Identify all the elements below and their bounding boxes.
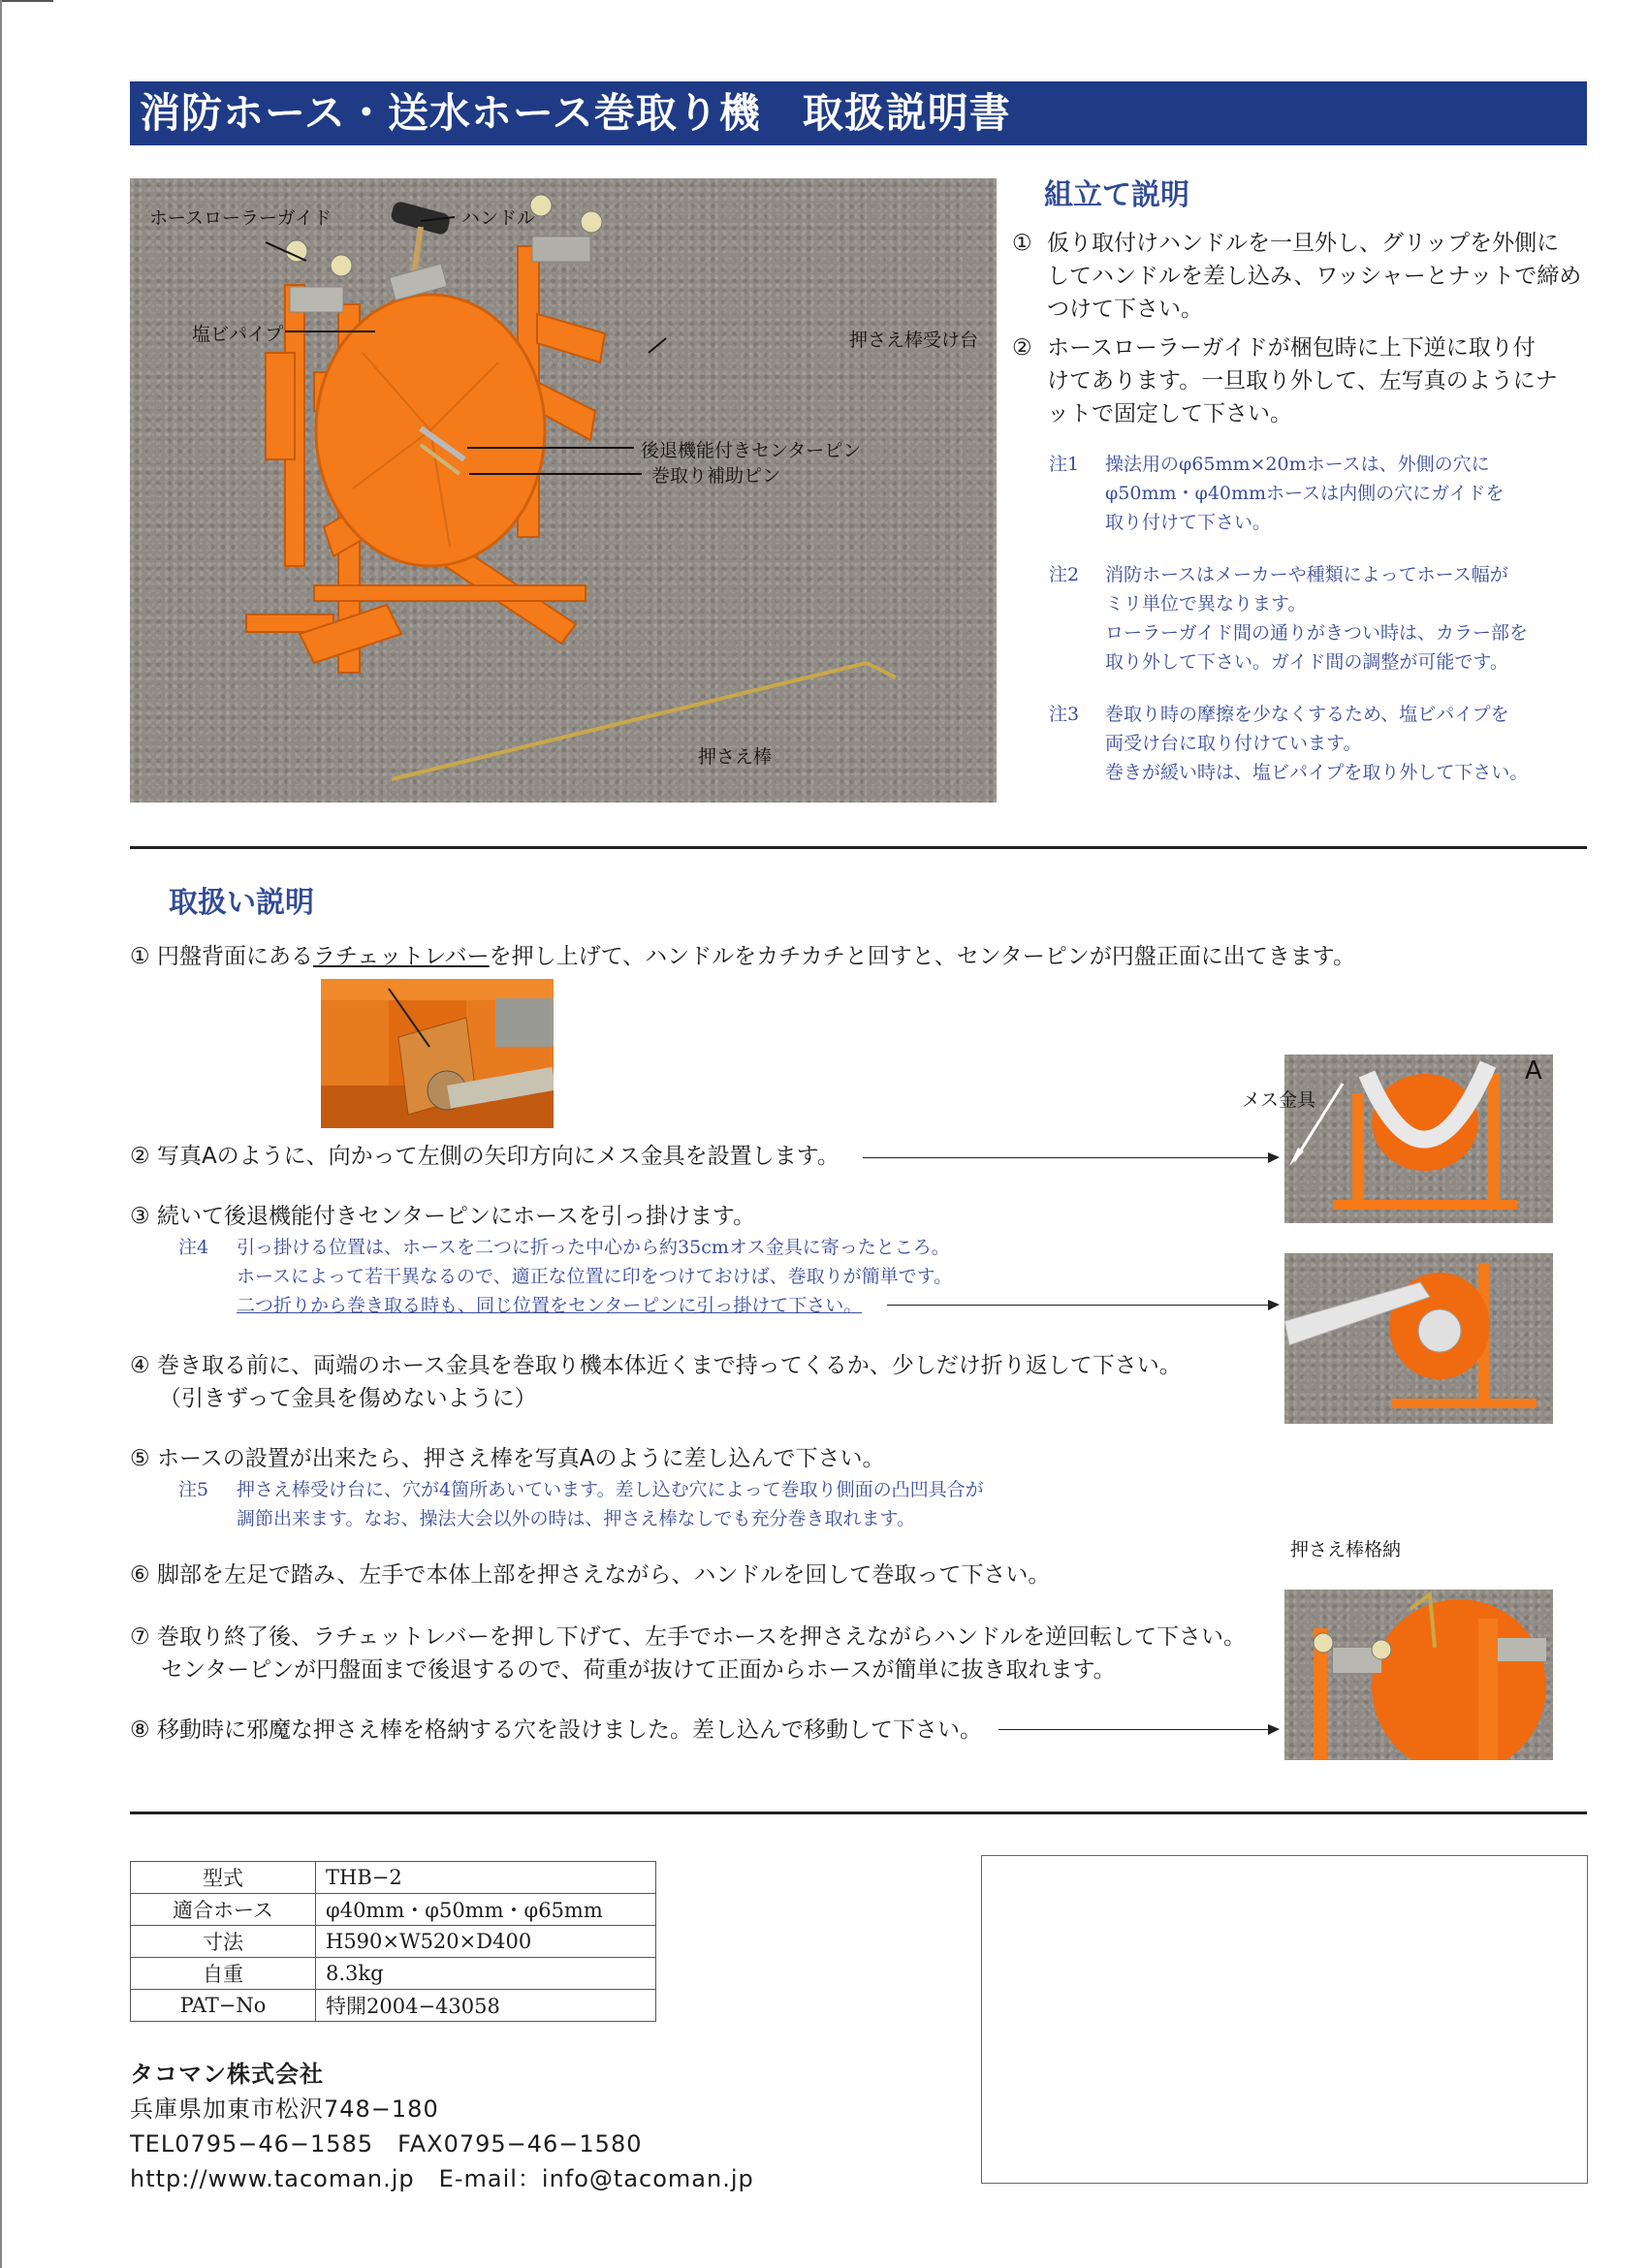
step-line: してハンドルを差し込み、ワッシャーとナットで締め	[1047, 264, 1582, 289]
note-line: ローラーガイド間の通りがきつい時は、カラー部を	[1105, 622, 1529, 644]
handling-step-4	[130, 1349, 1245, 1415]
spec-value: THB−2	[316, 1862, 656, 1894]
company-address: 兵庫県加東市松沢748−180	[130, 2095, 439, 2123]
handling-step-1	[130, 940, 1390, 973]
page-title: 消防ホース・送水ホース巻取り機 取扱説明書	[130, 81, 1587, 145]
step-line: 仮り取付けハンドルを一旦外し、グリップを外側に	[1047, 231, 1560, 256]
assembly-heading: 組立て説明	[1044, 178, 1189, 212]
step-line: センターピンが円盤面まで後退するので、荷重が抜けて正面からホースが簡単に抜き取れます。	[161, 1657, 1116, 1683]
table-row	[131, 1926, 656, 1958]
pointer-arrow	[998, 1729, 1278, 1730]
table-row	[131, 1894, 656, 1926]
photo-a-letter: A	[1525, 1056, 1542, 1086]
step-number: ⑤	[130, 1446, 150, 1471]
note-line: 両受け台に取り付けています。	[1105, 733, 1362, 754]
label-roller-guide: ホースローラーガイド	[149, 207, 333, 229]
step-number: ②	[1012, 335, 1032, 361]
note-line: ミリ単位で異なります。	[1105, 593, 1307, 614]
label-female-fitting: メス金具	[1242, 1089, 1316, 1111]
spec-value: 特開2004−43058	[316, 1990, 656, 2022]
company-web[interactable]: http://www.tacoman.jp E-mail：info@tacoman.jp	[130, 2165, 754, 2192]
table-row	[131, 1990, 656, 2022]
photo-a	[1284, 1055, 1553, 1223]
company-info	[130, 2057, 905, 2196]
spec-value: 8.3kg	[316, 1958, 656, 1990]
label-pvc-pipe: 塩ビパイプ	[192, 324, 284, 345]
note-line: 引っ掛ける位置は、ホースを二つに折った中心から約35cmオス金具に寄ったところ。	[237, 1237, 950, 1258]
note-line: 取り付けて下さい。	[1105, 512, 1272, 533]
handling-step-5	[130, 1442, 1245, 1475]
note-line: 操法用のφ65mm×20mホースは、外側の穴に	[1105, 454, 1490, 475]
pointer-arrow	[863, 1157, 1278, 1158]
pointer-arrow	[887, 1305, 1278, 1306]
spec-key: PAT−No	[131, 1990, 316, 2022]
label-handle: ハンドル	[461, 207, 536, 229]
step-text: 続いて後退機能付きセンターピンにホースを引っ掛けます。	[156, 1204, 756, 1229]
blank-box	[981, 1855, 1588, 2184]
step-line: つけて下さい。	[1047, 297, 1203, 322]
ratchet-lever-photo	[321, 979, 554, 1128]
ratchet-illustration	[321, 979, 554, 1128]
step-line: ホースローラーガイドが梱包時に上下逆に取り付	[1047, 335, 1536, 361]
step-text: 円盤背面にある	[156, 944, 313, 969]
company-phones: TEL0795−46−1585 FAX0795−46−1580	[130, 2130, 643, 2158]
note-line: 押さえ棒受け台に、穴が4箇所あいています。差し込む穴によって巻取り側面の凸凹具合が	[237, 1479, 984, 1500]
handling-step-2	[130, 1140, 905, 1173]
spec-key: 適合ホース	[131, 1894, 316, 1926]
note-tag: 注3	[1049, 704, 1080, 725]
handling-step-8	[130, 1714, 1099, 1747]
step-line: （引きずって金具を傷めないように）	[159, 1386, 537, 1411]
step-text: を押し上げて、ハンドルをカチカチと回すと、センターピンが円盤正面に出てきます。	[489, 944, 1355, 969]
note-line: 巻取り時の摩擦を少なくするため、塩ビパイプを	[1105, 704, 1509, 725]
step-text: 移動時に邪魔な押さえ棒を格納する穴を設けました。差し込んで移動して下さい。	[156, 1717, 982, 1743]
note-line: 調節出来ます。なお、操法大会以外の時は、押さえ棒なしでも充分巻き取れます。	[237, 1508, 915, 1529]
step-line: 巻き取る前に、両端のホース金具を巻取り機本体近くまで持ってくるか、少しだけ折り返して下さい。	[156, 1353, 1182, 1378]
step-line: 巻取り終了後、ラチェットレバーを押し下げて、左手でホースを押さえながらハンドルを逆回転して下さい。	[156, 1624, 1247, 1650]
label-aux-pin: 巻取り補助ピン	[651, 465, 781, 487]
note-line: 巻きが緩い時は、塩ビパイプを取り外して下さい。	[1105, 762, 1529, 783]
label-press-rod-holder: 押さえ棒受け台	[849, 330, 979, 351]
photo-a-illustration	[1284, 1055, 1553, 1223]
handling-step-6	[130, 1559, 1245, 1591]
step-line: ットで固定して下さい。	[1047, 401, 1292, 426]
step-number: ③	[130, 1204, 150, 1229]
main-product-photo	[130, 178, 997, 803]
label-center-pin: 後退機能付きセンターピン	[641, 440, 862, 461]
step-line: けてあります。一旦取り外して、左写真のようにナ	[1047, 368, 1558, 394]
handling-step-3	[130, 1200, 1002, 1233]
step-text: ホースの設置が出来たら、押さえ棒を写真Aのように差し込んで下さい。	[156, 1446, 885, 1471]
label-rod-storage: 押さえ棒格納	[1290, 1539, 1402, 1560]
note-line: 取り外して下さい。ガイド間の調整が可能です。	[1105, 651, 1508, 673]
step-text: 脚部を左足で踏み、左手で本体上部を押さえながら、ハンドルを回して巻取って下さい。	[156, 1562, 1051, 1588]
handling-heading: 取扱い説明	[169, 886, 314, 920]
page-edge-line	[0, 0, 2, 2268]
step-number: ①	[130, 944, 150, 969]
note-line: φ50mm・φ40mmホースは内側の穴にガイドを	[1105, 483, 1505, 504]
section-divider	[130, 846, 1587, 849]
machine-illustration	[130, 178, 997, 803]
spec-key: 自重	[131, 1958, 316, 1990]
section-divider	[130, 1811, 1587, 1814]
step-number: ①	[1012, 231, 1032, 256]
step-number: ⑥	[130, 1562, 150, 1588]
table-row	[131, 1862, 656, 1894]
photo-storage-illustration	[1284, 1590, 1553, 1760]
photo-hook-illustration	[1284, 1253, 1553, 1424]
label-press-rod: 押さえ棒	[698, 746, 773, 768]
spec-value: H590×W520×D400	[316, 1926, 656, 1958]
note-tag: 注1	[1049, 454, 1080, 475]
spec-key: 寸法	[131, 1926, 316, 1958]
step-number: ④	[130, 1353, 150, 1378]
note-line: ホースによって若干異なるので、適正な位置に印をつけておけば、巻取りが簡単です。	[237, 1266, 953, 1287]
spec-table	[130, 1861, 656, 2022]
step-number: ⑦	[130, 1624, 150, 1650]
spec-value: φ40mm・φ50mm・φ65mm	[316, 1894, 656, 1926]
note-line: 消防ホースはメーカーや種類によってホース幅が	[1105, 564, 1508, 585]
handling-step-7	[130, 1621, 1274, 1686]
note-tag: 注2	[1049, 564, 1080, 585]
company-name: タコマン株式会社	[130, 2061, 324, 2088]
step-number: ⑧	[130, 1717, 150, 1743]
ratchet-lever-term: ラチェットレバー	[312, 944, 490, 969]
note-line: 二つ折りから巻き取る時も、同じ位置をセンターピンに引っ掛けて下さい。	[237, 1295, 863, 1316]
step-number: ②	[130, 1144, 150, 1169]
table-row	[131, 1958, 656, 1990]
photo-hook-hose	[1284, 1253, 1553, 1424]
spec-key: 型式	[131, 1862, 316, 1894]
step-text: 写真Aのように、向かって左側の矢印方向にメス金具を設置します。	[156, 1144, 840, 1169]
note-tag: 注4	[178, 1237, 209, 1258]
photo-rod-storage	[1284, 1590, 1553, 1760]
note-tag: 注5	[178, 1479, 209, 1500]
corner-mark	[0, 0, 53, 2]
